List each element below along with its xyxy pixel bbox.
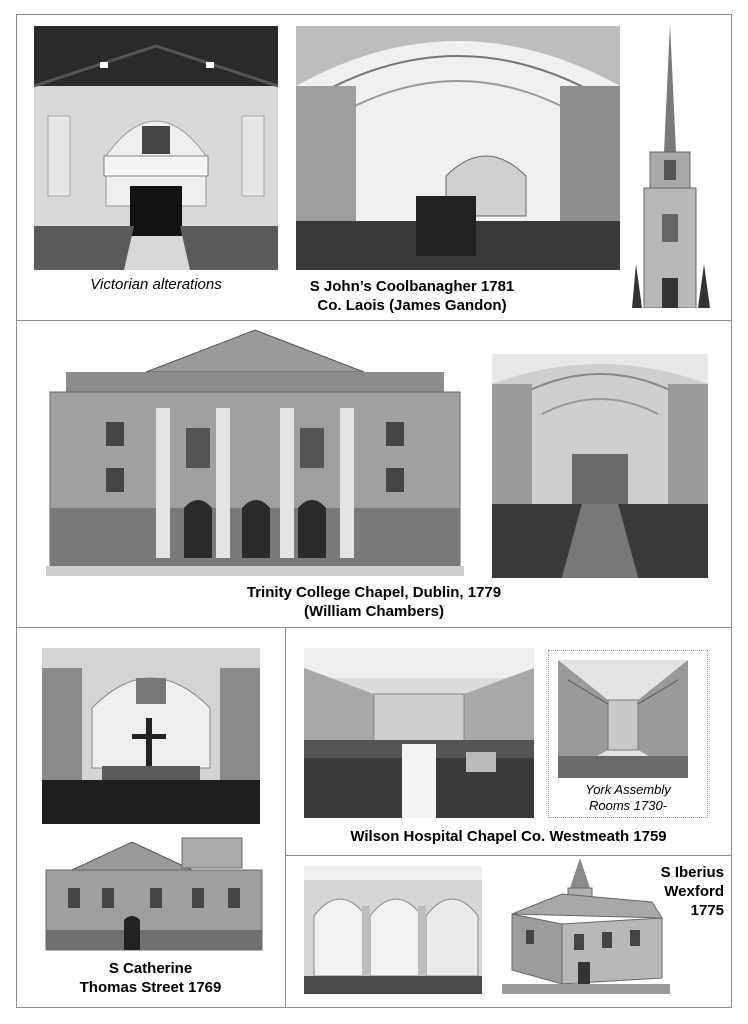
coolbanagher-caption [262,278,562,316]
divider-bottom-vertical [285,627,286,1008]
coolbanagher-spire-photo [628,24,712,308]
coolbanagher-victorian-interior-photo [34,26,278,270]
divider-bottom-right [285,855,732,856]
york-assembly-caption-line2: Rooms 1730- [588,798,668,814]
york-assembly-caption [548,782,708,815]
coolbanagher-caption-line1: S John’s Coolbanagher 1781 [309,278,515,295]
victorian-alterations-caption: Victorian alterations [90,276,222,293]
trinity-caption-line1: Trinity College Chapel, Dublin, 1779 [246,584,502,601]
trinity-caption [16,584,732,622]
iberius-caption [640,864,724,920]
catherine-interior-photo [42,648,260,824]
iberius-interior-photo [304,866,482,994]
trinity-facade-photo [46,328,464,576]
coolbanagher-engraving-photo [296,26,620,270]
wilson-caption: Wilson Hospital Chapel Co. Westmeath 1759 [350,828,667,845]
trinity-caption-line2: (William Chambers) [304,602,444,620]
iberius-caption-line1: S Iberius [660,864,724,881]
divider-row-2 [16,627,732,628]
divider-row-1 [16,320,732,321]
trinity-interior-photo [492,354,708,578]
catherine-caption-line2: Thomas Street 1769 [79,978,222,996]
york-assembly-caption-line1: York Assembly [585,782,671,797]
york-assembly-engraving-photo [558,660,688,778]
catherine-caption-line1: S Catherine [108,960,193,977]
catherine-caption [16,960,285,998]
catherine-facade-photo [42,834,266,952]
iberius-caption-line3: 1775 [690,901,724,919]
iberius-caption-line2: Wexford [664,882,724,900]
wilson-interior-photo [304,648,534,818]
coolbanagher-caption-line2: Co. Laois (James Gandon) [317,296,507,314]
